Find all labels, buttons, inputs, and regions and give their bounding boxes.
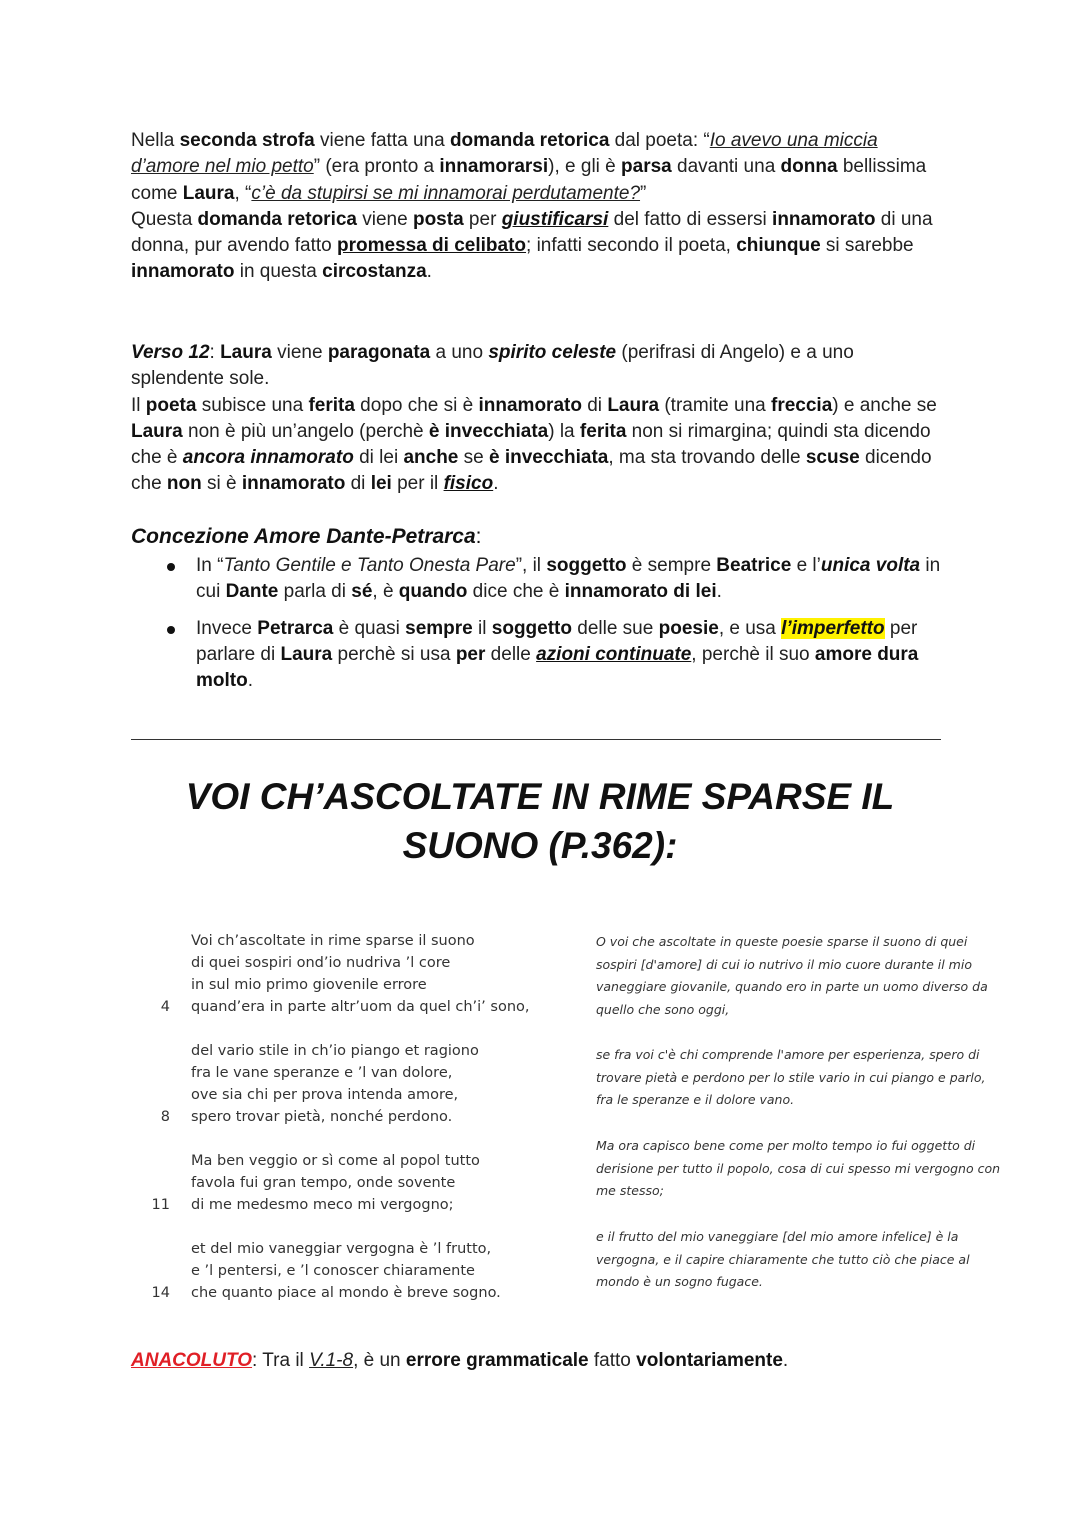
bold-text: non [166,473,202,495]
poem-title [0,772,1080,870]
verse-text: di quei sospiri ond’io nudriva ’l core [191,955,451,971]
paraphrase-text: e il frutto del mio vaneggiare [del mio amore infelice] è la vergogna, e il capire chiaramente che tutto ciò che piace al mondo è un sogno fugace. [596,1229,970,1289]
highlighted-text: l’imperfetto [781,617,885,639]
text: a uno [430,342,489,363]
text: ” [640,182,647,204]
bold-text: anche [403,447,459,469]
text: non si rimargina; quindi sta dicendo che è [131,420,931,469]
verse-text: et del mio vaneggiar vergogna è ’l frutto, [191,1241,492,1257]
term-anacoluto: ANACOLUTO [131,1350,253,1371]
heading-text: Concezione Amore Dante-Petrarca [131,525,476,548]
bold-text: Laura [220,342,272,363]
verse-text: favola fui gran tempo, onde sovente [191,1175,456,1191]
bold-text: donna [780,156,838,178]
text: , è [372,581,399,603]
bold-text: seconda strofa [179,130,315,151]
bullet-item [131,553,951,606]
text: si sarebbe [820,235,914,257]
italic-text: Tanto Gentile e Tanto Onesta Pare [223,555,516,576]
verse-text: del vario stile in ch’io piango et ragiono [191,1043,479,1059]
text: . [782,1350,789,1371]
text: , “ [234,182,252,204]
paraphrase-block [596,1226,1006,1294]
bold-text: innamorato [131,261,235,283]
text: perchè si usa [332,643,456,665]
verse-text: Voi ch’ascoltate in rime sparse il suono [191,933,475,949]
text: di [345,473,371,495]
bold-text: soggetto [546,555,627,576]
bold-text: innamorato [478,394,582,416]
paraphrase-text: Ma ora capisco bene come per molto tempo io fui oggetto di derisione per tutto il popolo, cosa di cui spesso mi vergogno con me stesso; [596,1138,1001,1198]
bold-underlined-text: promessa di celibato [337,235,527,257]
verse-text: spero trovar pietà, nonché perdono. [191,1109,453,1125]
bold-italic-text: ancora innamorato [182,447,354,469]
text: Il [131,394,146,416]
poem-line [150,1150,570,1172]
bold-text: quando [398,581,468,603]
bullet-dot-icon [167,563,175,571]
poem-stanza [150,1150,570,1216]
text: ), e gli è [548,156,622,178]
bold-text: ferita [579,420,627,442]
text: . [716,581,722,603]
poem-line [150,1106,570,1128]
poem-line [150,1084,570,1106]
text: (tramite una [659,394,771,416]
text: . [493,473,499,495]
text: . [247,670,253,692]
text: per il [391,473,444,495]
bold-text: è invecchiata [489,447,609,469]
poem-line [150,1238,570,1260]
bold-text: circostanza [322,261,427,283]
text: delle [485,643,537,665]
bold-text: chiunque [736,235,821,257]
bold-underlined-text: azioni continuate [536,643,692,665]
bold-text: lei [370,473,392,495]
bold-text: innamorato di lei [564,581,717,603]
text: ” (era pronto a [313,156,440,178]
poem-text [150,930,570,1326]
text: , e usa [718,617,782,639]
text: delle sue [571,617,659,639]
bold-text: posta [412,208,464,230]
paraphrase-text: se fra voi c'è chi comprende l'amore per esperienza, spero di trovare pietà e perdono per lo stile vario in cui piango e parlo, fra le speranze e il dolore vano. [596,1047,986,1107]
text: in questa [234,261,323,283]
poem-line [150,952,570,974]
poem-line [150,1282,570,1304]
verse-text: in sul mio primo giovenile errore [191,977,427,993]
poem-line [150,996,570,1018]
text: ; infatti secondo il poeta, [526,235,737,257]
line-number: 11 [151,1197,170,1213]
bold-text: poeta [145,394,197,416]
text: viene [271,342,328,363]
text: dal poeta: “ [609,130,710,151]
poem-stanza [150,1238,570,1304]
text: Questa [131,208,198,230]
text: davanti una [671,156,781,178]
text: per [463,208,502,230]
text: viene fatta una [314,130,450,151]
text: In “ [196,555,224,576]
text: , è un [353,1350,406,1371]
text: è sempre [626,555,717,576]
text: viene [356,208,413,230]
poem-stanza [150,930,570,1018]
title-line: VOI CH’ASCOLTATE IN RIME SPARSE IL [185,776,895,817]
bullet-dot-icon [167,626,175,634]
bold-text: domanda retorica [449,130,610,151]
text: fatto [588,1350,637,1371]
bold-text: ferita [308,394,355,416]
verse-text: fra le vane speranze e ’l van dolore, [191,1065,453,1081]
bold-text: innamorato [772,208,876,230]
bold-text: freccia [771,394,833,416]
poem-line [150,930,570,952]
bold-text: scuse [805,447,860,469]
text: , ma sta trovando delle [608,447,806,469]
bold-text: Petrarca [257,617,334,639]
horizontal-divider [131,739,941,740]
bold-text: volontariamente [636,1350,783,1371]
bold-text: amore [814,643,872,665]
paraphrase-block [596,1135,1006,1203]
text: ”, il [515,555,547,576]
poem-line [150,1194,570,1216]
paraphrase-block [596,931,1006,1021]
section-heading-concezione [131,525,482,549]
bold-text: dura molto [196,643,919,692]
bullet-list [131,553,951,704]
text: , perchè il suo [691,643,815,665]
text: di lei [353,447,404,469]
bold-text: Laura [131,420,183,442]
paragraph-verso-12 [131,340,951,498]
quote-text: c’è da stupirsi se mi innamorai perdutamente? [251,182,641,204]
text: è quasi [333,617,406,639]
line-number: 14 [151,1285,170,1301]
bold-italic-text: Verso 12 [131,342,210,363]
bold-underlined-text: giustificarsi [501,208,609,230]
text: Invece [196,617,258,639]
bold-text: è invecchiata [428,420,549,442]
poem-line [150,1260,570,1282]
bullet-item [131,616,951,695]
text: e l’ [791,555,821,576]
bold-text: parsa [621,156,672,178]
verse-text: quand’era in parte altr’uom da quel ch’i’ sono, [191,999,530,1015]
text: dopo che si è [354,394,479,416]
bold-text: soggetto [491,617,572,639]
bold-text: Laura [280,643,333,665]
text: (perifrasi di Angelo) e a uno splendente sole. [131,342,854,390]
verse-text: e ’l pentersi, e ’l conoscer chiaramente [191,1263,475,1279]
paraphrase-text: O voi che ascoltate in queste poesie sparse il suono di quei sospiri [d'amore] di cui io nutrivo il mio cuore durante il mio vaneggiare giovanile, quando ero in parte un uomo diverso da quello che sono oggi, [596,934,988,1017]
verse-text: Ma ben veggio or sì come al popol tutto [191,1153,480,1169]
text: di [581,394,608,416]
verse-text: che quanto piace al mondo è breve sogno. [191,1285,501,1301]
text: in cui [196,555,941,603]
text: si è [201,473,242,495]
text: ) e anche se [832,394,937,416]
bold-text: poesie [658,617,719,639]
bold-text: per [455,643,486,665]
bold-text: Beatrice [716,555,792,576]
text: di una donna, pur avendo fatto [131,208,933,257]
text: dice che è [467,581,565,603]
text: ) la [548,420,580,442]
text: per parlare di [196,617,918,665]
quote-text: Io avevo una miccia d’amore nel mio petto [131,130,878,178]
text: : Tra il [252,1350,310,1371]
bold-text: sé [351,581,373,603]
bold-text: Laura [182,182,235,204]
text: del fatto di essersi [608,208,773,230]
bold-text: Dante [225,581,279,603]
text: bellissima come [131,156,927,204]
paraphrase-block [596,1044,1006,1112]
text: subisce una [196,394,309,416]
text: Nella [131,130,180,151]
paragraph-seconda-strofa [131,128,951,286]
anacoluto-note [131,1348,788,1374]
text: . [426,261,432,283]
bold-text: innamorarsi [439,156,549,178]
text: se [458,447,489,469]
text: dicendo che [131,447,932,495]
bold-text: innamorato [241,473,346,495]
line-number: 4 [160,999,170,1015]
verse-text: ove sia chi per prova intenda amore, [191,1087,459,1103]
text: parla di [278,581,352,603]
title-line: SUONO (P.362): [402,825,678,866]
bold-text: domanda retorica [197,208,357,230]
text: : [209,342,221,363]
verse-text: di me medesmo meco mi vergogno; [191,1197,454,1213]
poem-line [150,1062,570,1084]
text: il [472,617,492,639]
text: : [475,525,482,548]
bold-text: sempre [405,617,473,639]
bold-text: errore grammaticale [405,1350,589,1371]
bold-italic-text: unica volta [820,555,921,576]
bold-text: paragonata [327,342,431,363]
line-number: 8 [160,1109,170,1125]
text: non è più un’angelo (perchè [182,420,429,442]
poem-line [150,974,570,996]
poem-stanza [150,1040,570,1128]
bold-italic-text: spirito celeste [488,342,617,363]
bold-text: Laura [607,394,660,416]
poem-line [150,1040,570,1062]
bold-underlined-text: fisico [443,473,494,495]
poem-line [150,1172,570,1194]
verse-reference: V.1-8 [309,1350,354,1371]
